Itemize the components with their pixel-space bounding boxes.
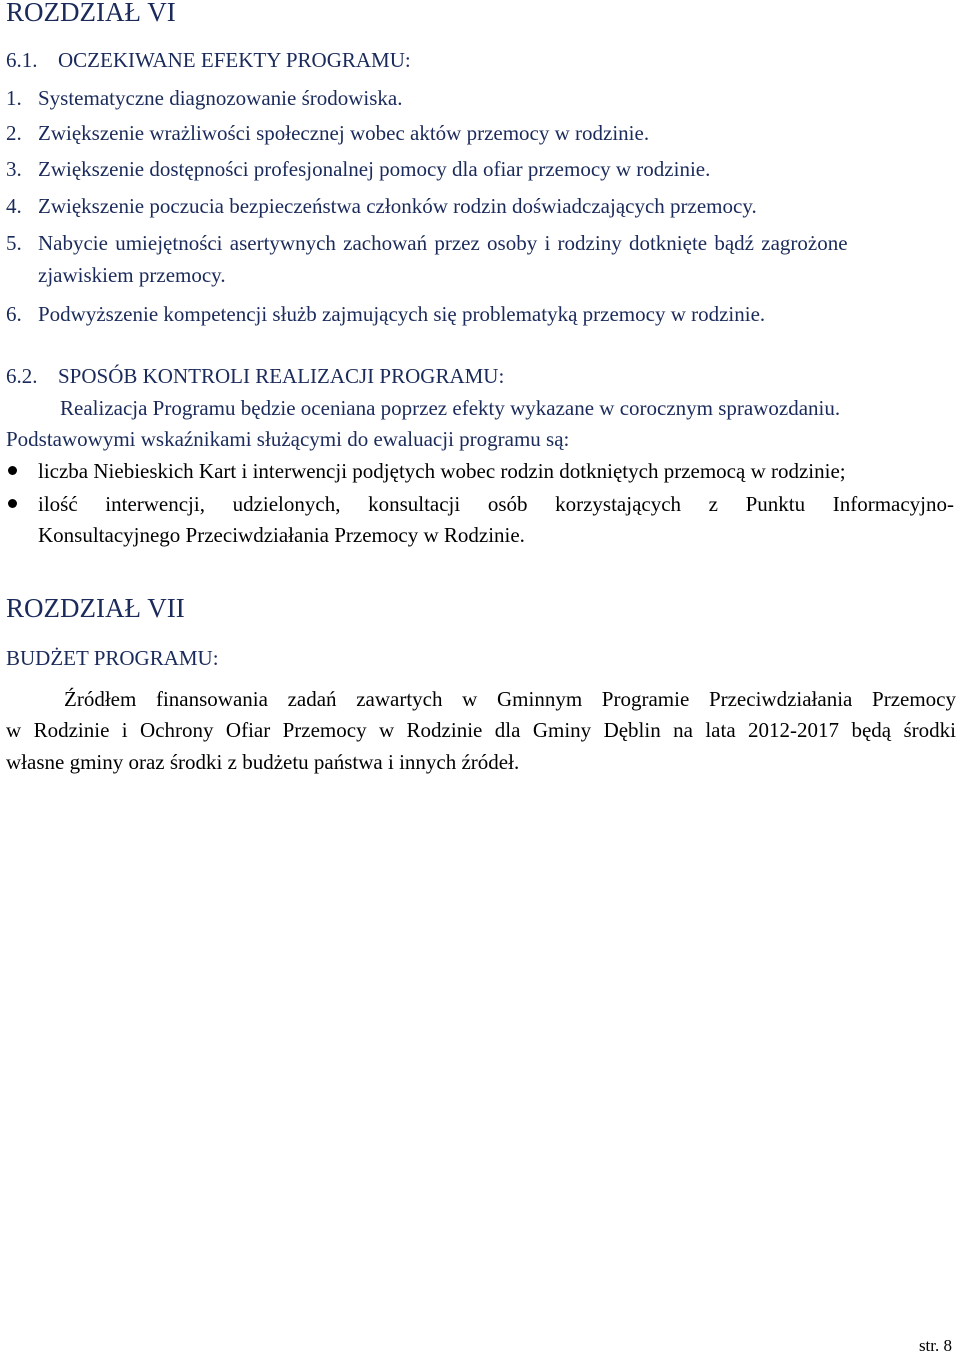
section-6-2-title: SPOSÓB KONTROLI REALIZACJI PROGRAMU: — [58, 364, 505, 388]
bullet-icon — [8, 499, 17, 508]
list-item-text: Zwiększenie poczucia bezpieczeństwa członków rodzin doświadczających przemocy. — [38, 194, 757, 218]
bullet-icon — [8, 466, 17, 475]
section-6-1-title: OCZEKIWANE EFEKTY PROGRAMU: — [58, 48, 411, 72]
list-item — [6, 193, 757, 219]
list-item-number: 4. — [6, 194, 22, 218]
chapter-7-title: ROZDZIAŁ VII — [6, 593, 185, 623]
list-item-text: Systematyczne diagnozowanie środowiska. — [38, 86, 403, 110]
list-item-number: 6. — [6, 302, 22, 326]
list-item-continuation: zjawiskiem przemocy. — [38, 263, 226, 287]
list-item — [6, 301, 765, 327]
section-6-2-intro: Realizacja Programu będzie oceniana poprzez efekty wykazane w corocznym sprawozdaniu. — [60, 396, 841, 420]
list-item-number: 2. — [6, 121, 22, 145]
list-item-text: Podwyższenie kompetencji służb zajmujących się problematyką przemocy w rodzinie. — [38, 302, 766, 326]
list-item — [6, 230, 956, 256]
bullet-item-continuation: Konsultacyjnego Przeciwdziałania Przemocy w Rodzinie. — [38, 523, 525, 547]
bullet-item-text: liczba Niebieskich Kart i interwencji podjętych wobec rodzin dotkniętych przemocą w rodzinie; — [38, 459, 846, 483]
list-item-text: Zwiększenie dostępności profesjonalnej pomocy dla ofiar przemocy w rodzinie. — [38, 157, 711, 181]
bullet-item-text: ilość interwencji, udzielonych, konsultacji osób korzystających z Punktu Informacyjno- — [38, 492, 954, 516]
list-item-text: Nabycie umiejętności asertywnych zachowań przez osoby i rodziny dotknięte bądź zagrożone — [38, 231, 848, 255]
section-6-1-heading — [6, 47, 411, 73]
list-item-number: 3. — [6, 157, 22, 181]
section-6-2-heading — [6, 363, 504, 389]
chapter-6-title: ROZDZIAŁ VI — [6, 0, 176, 27]
section-6-1-number: 6.1. — [6, 48, 38, 72]
page-number: str. 8 — [918, 1336, 952, 1355]
list-item-text: Zwiększenie wrażliwości społecznej wobec aktów przemocy w rodzinie. — [38, 121, 650, 145]
section-6-2-number: 6.2. — [6, 364, 38, 388]
budget-paragraph-line: własne gminy oraz środki z budżetu państwa i innych źródeł. — [6, 750, 520, 774]
list-item — [6, 85, 403, 111]
budget-paragraph-line: Źródłem finansowania zadań zawartych w Gminnym Programie Przeciwdziałania Przemocy — [64, 687, 956, 711]
list-item — [6, 120, 649, 146]
list-item — [6, 156, 710, 182]
indicators-lead: Podstawowymi wskaźnikami służącymi do ewaluacji programu są: — [6, 427, 570, 451]
list-item-number: 5. — [6, 231, 22, 255]
list-item-number: 1. — [6, 86, 22, 110]
budget-heading: BUDŻET PROGRAMU: — [6, 646, 219, 670]
budget-paragraph-line: w Rodzinie i Ochrony Ofiar Przemocy w Rodzinie dla Gminy Dęblin na lata 2012-2017 będą środki — [6, 718, 956, 742]
